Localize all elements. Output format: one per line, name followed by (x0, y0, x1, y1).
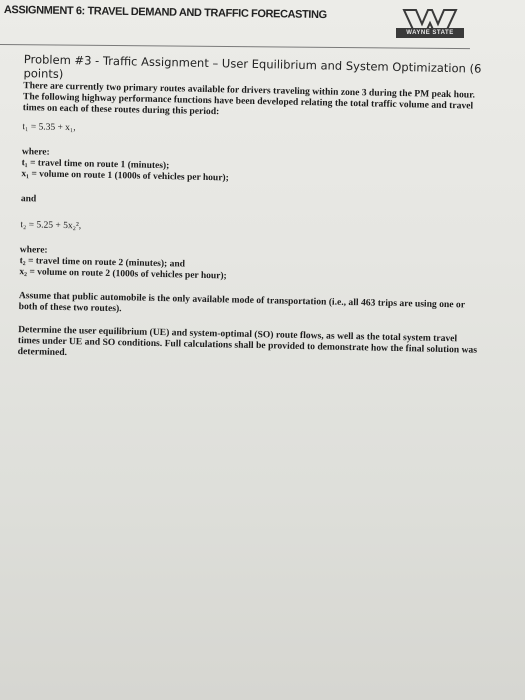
and-label: and (20, 194, 37, 205)
task-paragraph: Determine the user equilibrium (UE) and system-optimal (SO) route flows, as well as the total system travel times under UE and SO conditions. Full calculations shall be provided to demonstrate how the final solution was determined. (17, 324, 478, 359)
route2-time-definition: t₂ = travel time on route 2 (minutes); and (19, 256, 186, 270)
logo-wordmark: WAYNE STATE (396, 28, 464, 38)
route2-equation: t₂ = 5.25 + 5x₂², (20, 220, 82, 232)
header-divider (0, 44, 470, 49)
problem-intro: There are currently two primary routes available for drivers traveling within zone 3 during the PM peak hour. The following highway performance functions have been developed relating the total traffic volume and travel times on each of these routes during this period: (22, 80, 476, 118)
route1-volume-definition: x₁ = volume on route 1 (1000s of vehicles per hour); (21, 169, 229, 184)
route2-where-label: where: (19, 245, 48, 256)
wayne-state-logo-icon (400, 6, 460, 44)
route2-volume-definition: x₂ = volume on route 2 (1000s of vehicles per hour); (19, 267, 227, 282)
route1-time-definition: t₁ = travel time on route 1 (minutes); (21, 158, 170, 172)
problem-content (12, 52, 488, 367)
route1-equation: t₁ = 5.35 + x₁, (22, 122, 76, 134)
route1-where-label: where: (21, 147, 50, 158)
assignment-header: ASSIGNMENT 6: TRAVEL DEMAND AND TRAFFIC FORECASTING (3, 4, 327, 22)
assumption-paragraph: Assume that public automobile is the only available mode of transportation (i.e., all 463 trips are using one or both of these two routes). (18, 290, 465, 315)
problem-title: Problem #3 - Traffic Assignment – User Equilibrium and System Optimization (6 points) (23, 52, 482, 81)
